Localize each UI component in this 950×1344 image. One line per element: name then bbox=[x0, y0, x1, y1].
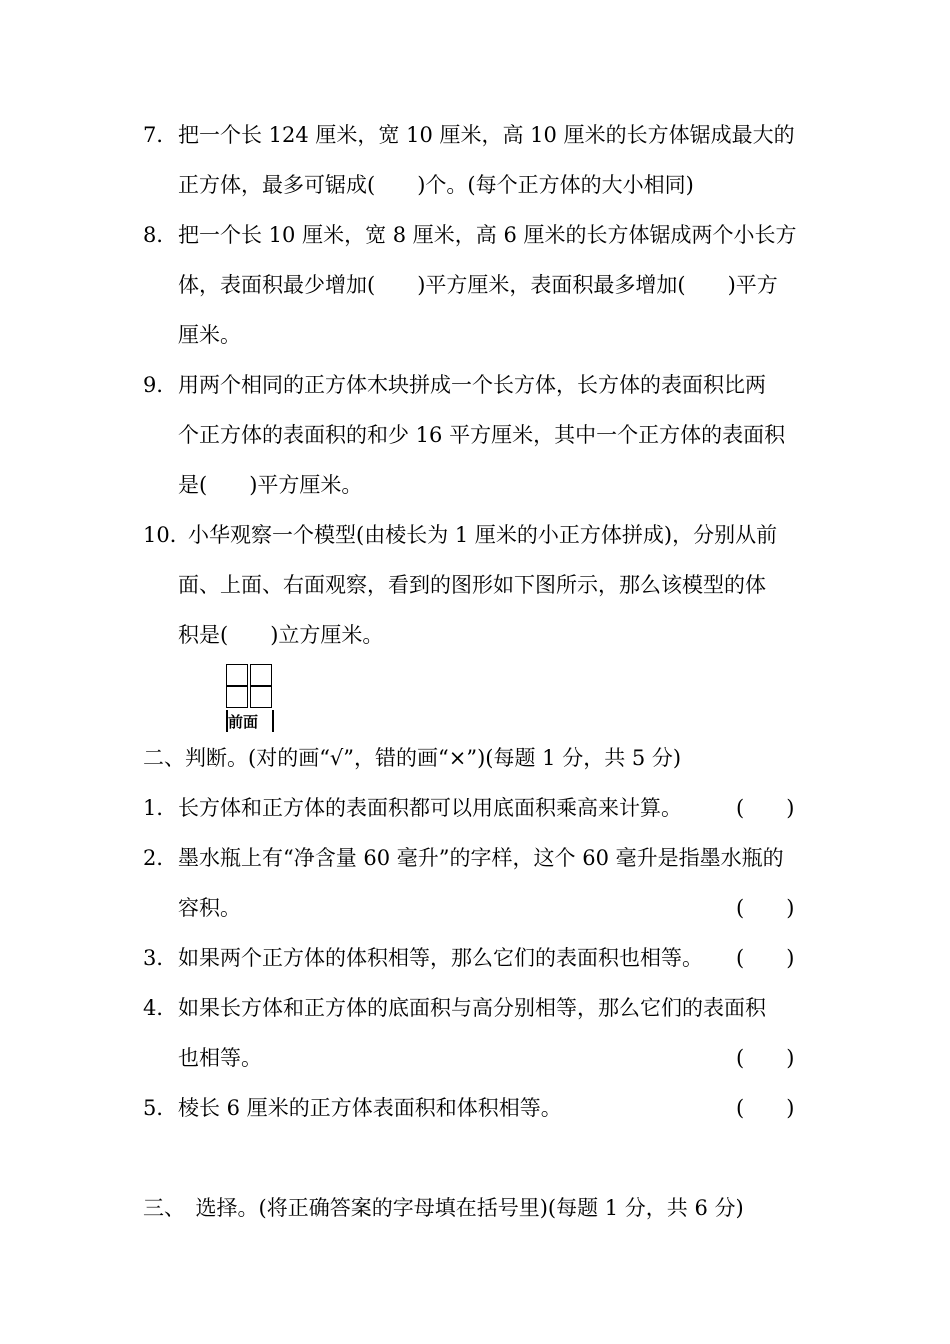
question-number: 9． bbox=[143, 373, 178, 397]
figure-label: 前面 bbox=[228, 713, 259, 731]
question-text-line: 容积。 bbox=[178, 896, 241, 920]
grid-cell bbox=[226, 686, 248, 708]
answer-parentheses[interactable]: ( ) bbox=[736, 1046, 795, 1070]
question-text-line: 积是( )立方厘米。 bbox=[178, 623, 384, 647]
grid-cell bbox=[250, 686, 272, 708]
question-text-line: 小华观察一个模型(由棱长为 1 厘米的小正方体拼成)，分别从前 bbox=[188, 523, 778, 547]
figure-edge bbox=[272, 710, 274, 732]
section-heading-choice: 三、 选择。(将正确答案的字母填在括号里)(每题 1 分，共 6 分) bbox=[143, 1196, 744, 1220]
question-number: 1． bbox=[143, 796, 178, 820]
question-text-line: 个正方体的表面积的和少 16 平方厘米，其中一个正方体的表面积 bbox=[178, 423, 786, 447]
question-number: 5． bbox=[143, 1096, 178, 1120]
answer-parentheses[interactable]: ( ) bbox=[736, 946, 795, 970]
answer-parentheses[interactable]: ( ) bbox=[736, 1096, 795, 1120]
question-text-line: 把一个长 124 厘米，宽 10 厘米，高 10 厘米的长方体锯成最大的 bbox=[178, 123, 795, 147]
question-number: 3． bbox=[143, 946, 178, 970]
question-text-line: 是( )平方厘米。 bbox=[178, 473, 363, 497]
front-view-figure bbox=[226, 664, 274, 732]
answer-parentheses[interactable]: ( ) bbox=[736, 896, 795, 920]
grid-cell bbox=[250, 664, 272, 686]
grid-cell bbox=[226, 664, 248, 686]
question-text-line: 用两个相同的正方体木块拼成一个长方体，长方体的表面积比两 bbox=[178, 373, 766, 397]
question-text-line: 把一个长 10 厘米，宽 8 厘米，高 6 厘米的长方体锯成两个小长方 bbox=[178, 223, 797, 247]
question-number: 4． bbox=[143, 996, 178, 1020]
question-text-line: 如果长方体和正方体的底面积与高分别相等，那么它们的表面积 bbox=[178, 996, 766, 1020]
question-number: 10． bbox=[143, 523, 191, 547]
question-text-line: 面、上面、右面观察，看到的图形如下图所示，那么该模型的体 bbox=[178, 573, 766, 597]
question-text-line: 墨水瓶上有“净含量 60 毫升”的字样，这个 60 毫升是指墨水瓶的 bbox=[178, 846, 784, 870]
question-text-line: 体，表面积最少增加( )平方厘米，表面积最多增加( )平方 bbox=[178, 273, 778, 297]
question-number: 2． bbox=[143, 846, 178, 870]
question-text-line: 如果两个正方体的体积相等，那么它们的表面积也相等。 bbox=[178, 946, 703, 970]
question-text-line: 正方体，最多可锯成( )个。(每个正方体的大小相同) bbox=[178, 173, 694, 197]
question-text-line: 也相等。 bbox=[178, 1046, 262, 1070]
question-text-line: 厘米。 bbox=[178, 323, 241, 347]
question-text-line: 长方体和正方体的表面积都可以用底面积乘高来计算。 bbox=[178, 796, 682, 820]
question-number: 8． bbox=[143, 223, 178, 247]
answer-parentheses[interactable]: ( ) bbox=[736, 796, 795, 820]
section-heading-judgment: 二、判断。(对的画“√”，错的画“×”)(每题 1 分，共 5 分) bbox=[143, 746, 682, 770]
question-number: 7． bbox=[143, 123, 178, 147]
question-text-line: 棱长 6 厘米的正方体表面积和体积相等。 bbox=[178, 1096, 562, 1120]
